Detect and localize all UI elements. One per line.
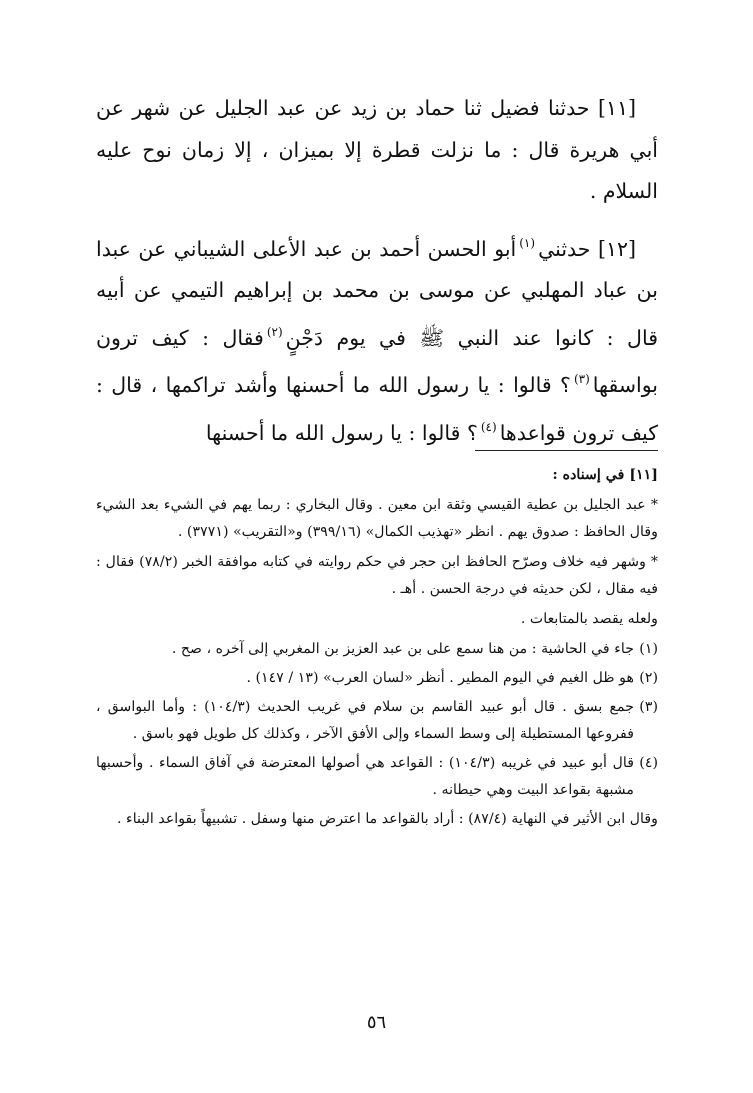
footnote-2 — [96, 665, 658, 692]
footnote-ref-3[interactable]: (٣) — [573, 372, 590, 386]
hadith-12-part-a: [١٢] حدثني — [538, 236, 636, 261]
hadith-12 — [96, 223, 658, 455]
footnote-4-text: قال أبو عبيد في غريبه (١٠٤/٣) : القواعد هي أصولها المعترضة في آفاق السماء . وأحسبها مشبهة بقواعد البيت وهي حيطانه . — [96, 755, 634, 798]
footnote-1-text: جاء في الحاشية : من هنا سمع على بن عبد العزيز بن المغربي إلى آخره ، صح . — [171, 641, 634, 657]
footnote-1-number: (١) — [639, 641, 658, 657]
hadith-12-part-d: ؟ قالوا : يا رسول الله ما أحسنها وأشد تراكمها ، قال : كيف ترون قواعدها — [96, 373, 658, 445]
footnote-2-text: هو ظل الغيم في اليوم المطير . أنظر «لسان العرب» (١٣ / ١٤٧) . — [246, 670, 634, 686]
page-number: ٥٦ — [366, 1012, 387, 1033]
footnote-3-text: جمع بسق . قال أبو عبيد القاسم بن سلام في غريب الحديث (١٠٤/٣) : وأما البواسق ، ففروعها المستطيلة إلى وسط السماء وإلى الأفق الآخر ، وكذلك كل طويل فهو باسق . — [96, 699, 634, 742]
footnote-ref-4[interactable]: (٤) — [480, 419, 497, 434]
hadith-12-part-e: ؟ قالوا : يا رسول الله ما أحسنها — [205, 420, 478, 445]
footnote-1 — [96, 636, 658, 663]
footnote-3 — [96, 694, 658, 748]
hadith-11: [١١] حدثنا فضيل ثنا حماد بن زيد عن عبد الجليل عن شهر عن أبي هريرة قال : ما نزلت قطرة إلا بميزان ، إلا زمان نوح عليه السلام . — [96, 96, 658, 203]
hadith-12-part-c: فقال : كيف ترون بواسقها — [96, 325, 658, 397]
footnote-3-number: (٣) — [639, 699, 658, 715]
footnote-4-number: (٤) — [639, 755, 658, 771]
footnote-2-number: (٢) — [639, 670, 658, 686]
footnote-4-continuation: وقال ابن الأثير في النهاية (٨٧/٤) : أراد بالقواعد ما اعترض منها وسفل . تشبيهاً بقواعد البناء . — [117, 811, 658, 827]
footnote-divider — [475, 450, 658, 451]
footnote-ref-1[interactable]: (١) — [519, 235, 536, 250]
footnote-ref-2[interactable]: (٢) — [266, 324, 283, 339]
footnote-4 — [96, 750, 658, 804]
notes-heading: [١١] في إسناده : — [552, 467, 658, 483]
note-block-1: * عبد الجليل بن عطية القيسي وثقة ابن معين . وقال البخاري : ربما يهم في الشيء بعد الشيء وقال الحافظ : صدوق يهم . انظر «تهذيب الكمال» (٣٩٩/١٦) و«التقريب» (٣٧٧١) . — [96, 497, 658, 540]
footnotes — [96, 462, 658, 833]
note-block-3: ولعله يقصد بالمتابعات . — [520, 611, 658, 627]
hadith-12-part-b: أبو الحسن أحمد بن عبد الأعلى الشيباني عن عبدا بن عباد المهلبي عن موسى بن محمد بن إبراهيم التيمي عن أبيه قال : كانوا عند النبي ﷺ في يوم دَجْنٍ — [96, 236, 658, 350]
note-block-2: * وشهر فيه خلاف وصرّح الحافظ ابن حجر في حكم روايته في كتابه موافقة الخبر (٧٨/٢) فقال : فيه مقال ، لكن حديثه في درجة الحسن . أهـ . — [96, 554, 658, 597]
main-text — [96, 88, 658, 464]
